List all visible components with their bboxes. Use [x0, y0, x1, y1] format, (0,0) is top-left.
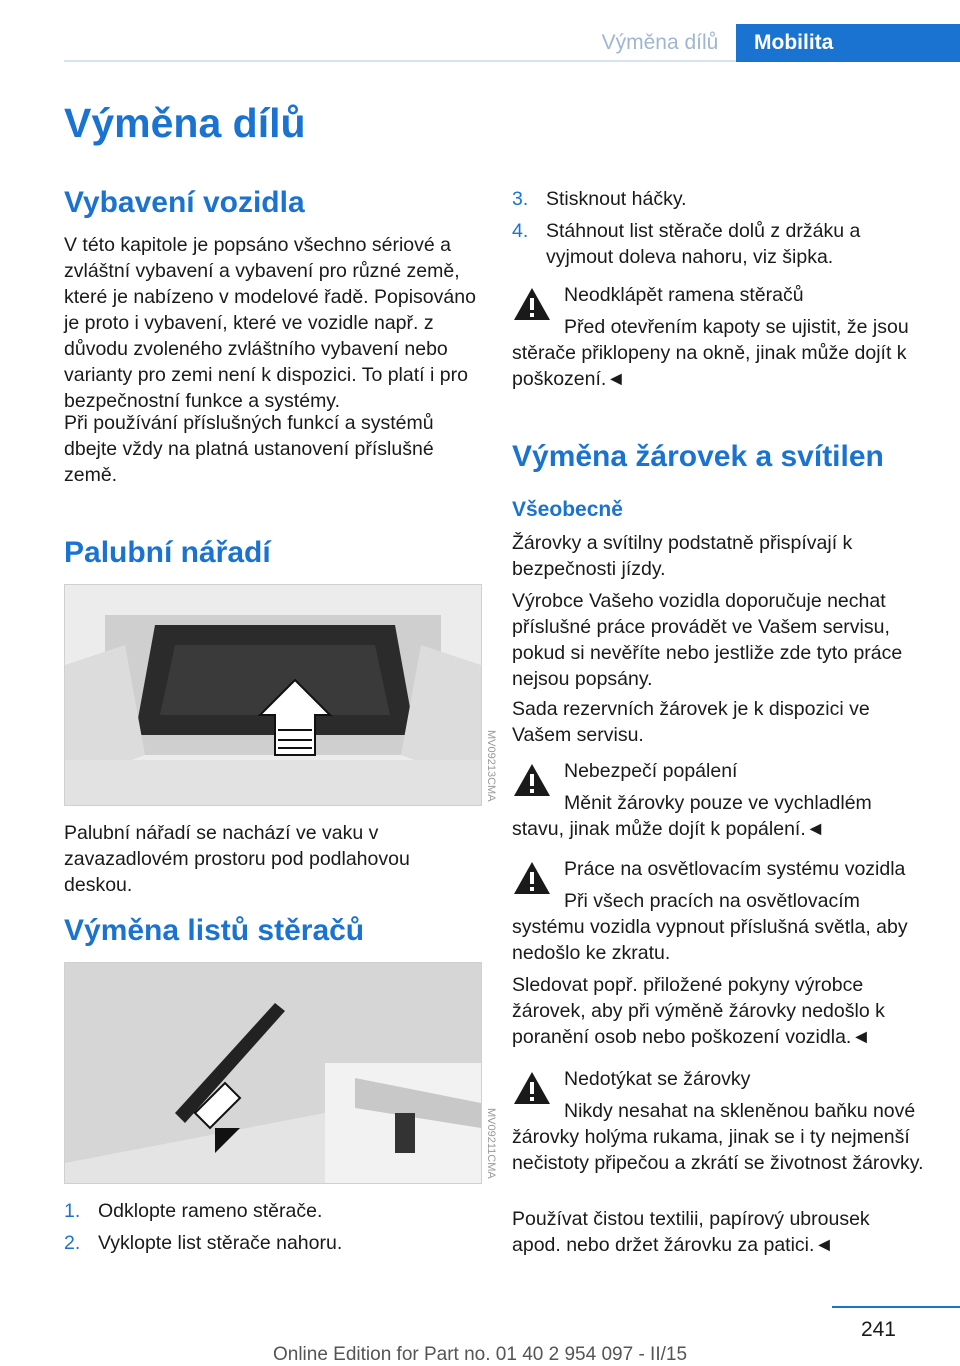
tool-kit-image — [64, 584, 482, 806]
paragraph: Žárovky a svítilny podstatně přispívají k bezpečnosti jízdy. — [512, 532, 853, 580]
list-item: 2. Vyklopte list stěrače nahoru. — [64, 1232, 343, 1254]
trunk-illustration — [65, 585, 481, 805]
warning-icon — [512, 284, 552, 324]
list-item: 1. Odklopte rameno stěrače. — [64, 1200, 323, 1222]
warning-block — [512, 856, 928, 966]
header-chapter-tab: Mobilita — [736, 24, 960, 62]
warning-title: Nebezpečí popálení — [564, 760, 738, 782]
list-item: 4. Stáhnout list stěrače dolů z držáku a vyjmout doleva nahoru, viz šipka. — [512, 220, 861, 268]
warning-block — [512, 1066, 928, 1176]
warning-title: Neodklápět ramena stěračů — [564, 284, 804, 306]
warning-text: Nikdy nesahat na skleněnou baňku nové žárovky holýma rukama, jinak se i ty nejmenší nečistoty připečou a zkrátí se životnost žárovky. — [512, 1100, 924, 1174]
heading-stierace: Výměna listů stěračů — [64, 914, 365, 947]
list-item: 3. Stisknout háčky. — [512, 188, 687, 210]
warning-text: Měnit žárovky pouze ve vychladlém stavu, jinak může dojít k popálení.◄ — [512, 792, 872, 840]
warning-block — [512, 758, 928, 842]
footer-rule — [832, 1306, 960, 1308]
paragraph: Při používání příslušných funkcí a systémů dbejte vždy na platná ustanovení příslušné země. — [64, 412, 434, 486]
heading-zarovky: Výměna žárovek a svítilen — [512, 440, 884, 473]
warning-text: Při všech pracích na osvětlovacím systému vozidla vypnout příslušná světla, aby nedošlo ke zkratu. — [512, 890, 908, 964]
paragraph: Výrobce Vašeho vozidla doporučuje nechat příslušné práce provádět ve Vašem servisu, pokud si nevěříte nebo jestliže zde tyto práce nejsou popsány. — [512, 590, 903, 690]
steps-list-right — [512, 186, 928, 276]
heading-vybaveni: Vybavení vozidla — [64, 186, 305, 219]
wiper-image — [64, 962, 482, 1184]
page-number: 241 — [860, 1318, 896, 1341]
warning-icon — [512, 858, 552, 898]
warning-title: Práce na osvětlovacím systému vozidla — [564, 858, 906, 880]
warning-title: Nedotýkat se žárovky — [564, 1068, 751, 1090]
paragraph: Palubní nářadí se nachází ve vaku v zavazadlovém prostoru pod podlahovou deskou. — [64, 822, 410, 896]
warning-text: Před otevřením kapoty se ujistit, že jsou stěrače přiklopeny na okně, jinak může dojít k poškození.◄ — [512, 316, 909, 390]
header-section-tab: Výměna dílů — [601, 31, 719, 54]
image-code: MV09211CMA — [485, 1108, 497, 1179]
image-code: MV09213CMA — [485, 730, 497, 802]
wiper-illustration — [65, 963, 481, 1183]
paragraph: V této kapitole je popsáno všechno sériové a zvláštní vybavení a vybavení pro různé země, které je nabízeno v modelové řadě. Popisováno je proto i vybavení, které ve vozidle např. z důvodu zvoleného zvláštního vybavení nebo varianty pro zemi není k dispozici. To platí i pro bezpečnostní funkce a systémy. — [64, 234, 476, 412]
footer-edition: Online Edition for Part no. 01 40 2 954 097 - II/15 — [272, 1344, 688, 1365]
paragraph: Sada rezervních žárovek je k dispozici ve Vašem servisu. — [512, 698, 870, 746]
paragraph: Sledovat popř. přiložené pokyny výrobce žárovek, aby při výměně žárovky nedošlo k poranění osob nebo poškození vozidla.◄ — [512, 974, 885, 1048]
warning-icon — [512, 760, 552, 800]
steps-list-left — [64, 1198, 480, 1262]
warning-block — [512, 282, 928, 392]
paragraph: Používat čistou textilii, papírový ubrousek apod. nebo držet žárovku za patici.◄ — [512, 1208, 870, 1256]
heading-naradi: Palubní nářadí — [64, 536, 271, 569]
page-title: Výměna dílů — [64, 100, 306, 146]
warning-icon — [512, 1068, 552, 1108]
heading-vseobecne: Všeobecně — [512, 498, 623, 521]
